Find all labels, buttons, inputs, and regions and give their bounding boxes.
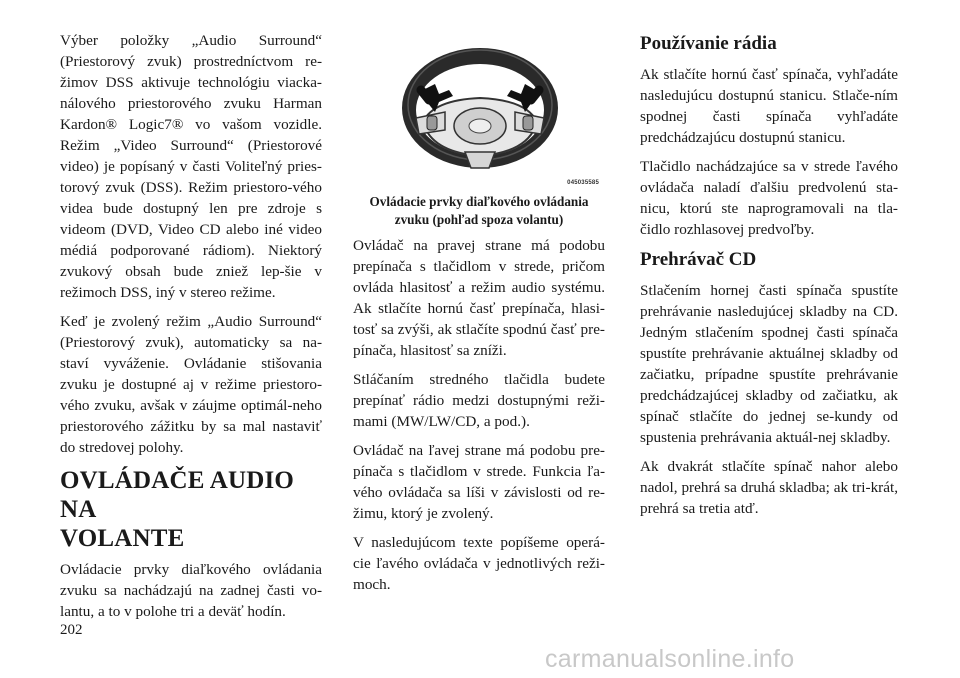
paragraph-cd-track: Stlačením hornej časti spínača spustíte prehrávanie nasledujúcej skladby na CD. Jedným stlačením spodnej časti spínača spustíte prehrávanie aktuálnej skladby od začiatku, prípadne spustíte prehrávanie predchádzajúcej skladby od začiatku, ak spínač stlačíte do jednej se-kundy od spustenia prehrávania aktuál-nej skladby. <box>640 282 898 446</box>
paragraph-radio-preset: Tlačidlo nachádzajúce sa v strede ľavého ovládača naladí ďalšiu predvolenú sta-nicu, ktorú ste naprogramovali na tla-čidlo rozhlasovej predvoľby. <box>640 158 898 238</box>
steering-wheel-figure <box>353 30 605 190</box>
heading-cd-player: Prehrávač CD <box>640 249 757 270</box>
paragraph-center-button: Stláčaním stredného tlačidla budete prepínať rádio medzi dostupnými reži-mami (MW/LW/CD, a pod.). <box>353 371 605 430</box>
caption-line-2: zvuku (pohľad spoza volantu) <box>394 212 564 227</box>
heading-line-2: VOLANTE <box>60 525 185 552</box>
caption-line-1: Ovládacie prvky diaľkového ovládania <box>369 194 589 209</box>
heading-line-1: OVLÁDAČE AUDIO NA <box>60 467 295 523</box>
watermark: carmanualsonline.info <box>545 645 795 673</box>
paragraph-balance: Keď je zvolený režim „Audio Surround“ (Priestorový zvuk), automaticky sa na-staví vyváženie. Ovládanie stišovania zvuku je dostupné aj v režime priestoro-vého zvuku, avšak v záujme optimál-neho priestorového zážitku by sa mal nastaviť do stredovej polohy. <box>60 313 322 456</box>
steering-wheel-illustration <box>353 30 605 190</box>
paragraph-modes-intro: V nasledujúcom texte popíšeme operá-cie ľavého ovládača v jednotlivých reži-moch. <box>353 534 605 593</box>
section-heading-steering-audio <box>60 466 322 553</box>
paragraph-cd-skip: Ak dvakrát stlačíte spínač nahor alebo nadol, prehrá sa druhá skladba; ak tri-krát, prehrá sa tretia atď. <box>640 458 898 517</box>
paragraph-controls-location: Ovládacie prvky diaľkového ovládania zvuku sa nachádzajú na zadnej časti vo-lantu, a to v polohe tri a deväť hodín. <box>60 561 322 620</box>
heading-radio-usage: Používanie rádia <box>640 33 777 54</box>
column-left <box>60 30 322 630</box>
paragraph-left-control: Ovládač na ľavej strane má podobu pre-pínača s tlačidlom v strede. Funkcia ľa-vého ovládača sa líši v závislosti od re-žimu, ktorý je zvolený. <box>353 442 605 522</box>
paragraph-radio-seek: Ak stlačíte hornú časť spínača, vyhľadáte nasledujúcu dostupnú stanicu. Stlače-ním spodnej časti spínača vyhľadáte predchádzajúcu dostupnú stanicu. <box>640 66 898 146</box>
page-number: 202 <box>60 622 83 638</box>
column-middle <box>353 30 605 603</box>
paragraph-right-control: Ovládač na pravej strane má podobu prepínača s tlačidlom v strede, pričom ovláda hlasitosť a režim audio systému. Ak stlačíte hornú časť prepínača, hlasi-tosť sa zvýši, ak stlačíte spodnú časť pre-pínača, hlasitosť sa zníži. <box>353 237 605 359</box>
paragraph-audio-surround: Výber položky „Audio Surround“ (Priestorový zvuk) prostredníctvom re-žimov DSS aktivuje technológiu viacka-nálového priestorového zvuku Harman Kardon® Logic7® vo vašom vozidle. Režim „Video Surround“ (Priestorové video) je popísaný v časti Voliteľný pries-torový zvuk (DSS). Režim priestoro-vého videa bude dostupný len pre zdroje s videom (DVD, Video CD alebo iné video médiá podporované rádiom). Niektorý zvukový obsah bude zniež lep-šie v režimoch DSS, iný v stereo režime. <box>60 32 322 301</box>
column-right <box>640 30 898 527</box>
figure-code: 045035585 <box>567 180 599 186</box>
figure-caption <box>353 193 605 229</box>
